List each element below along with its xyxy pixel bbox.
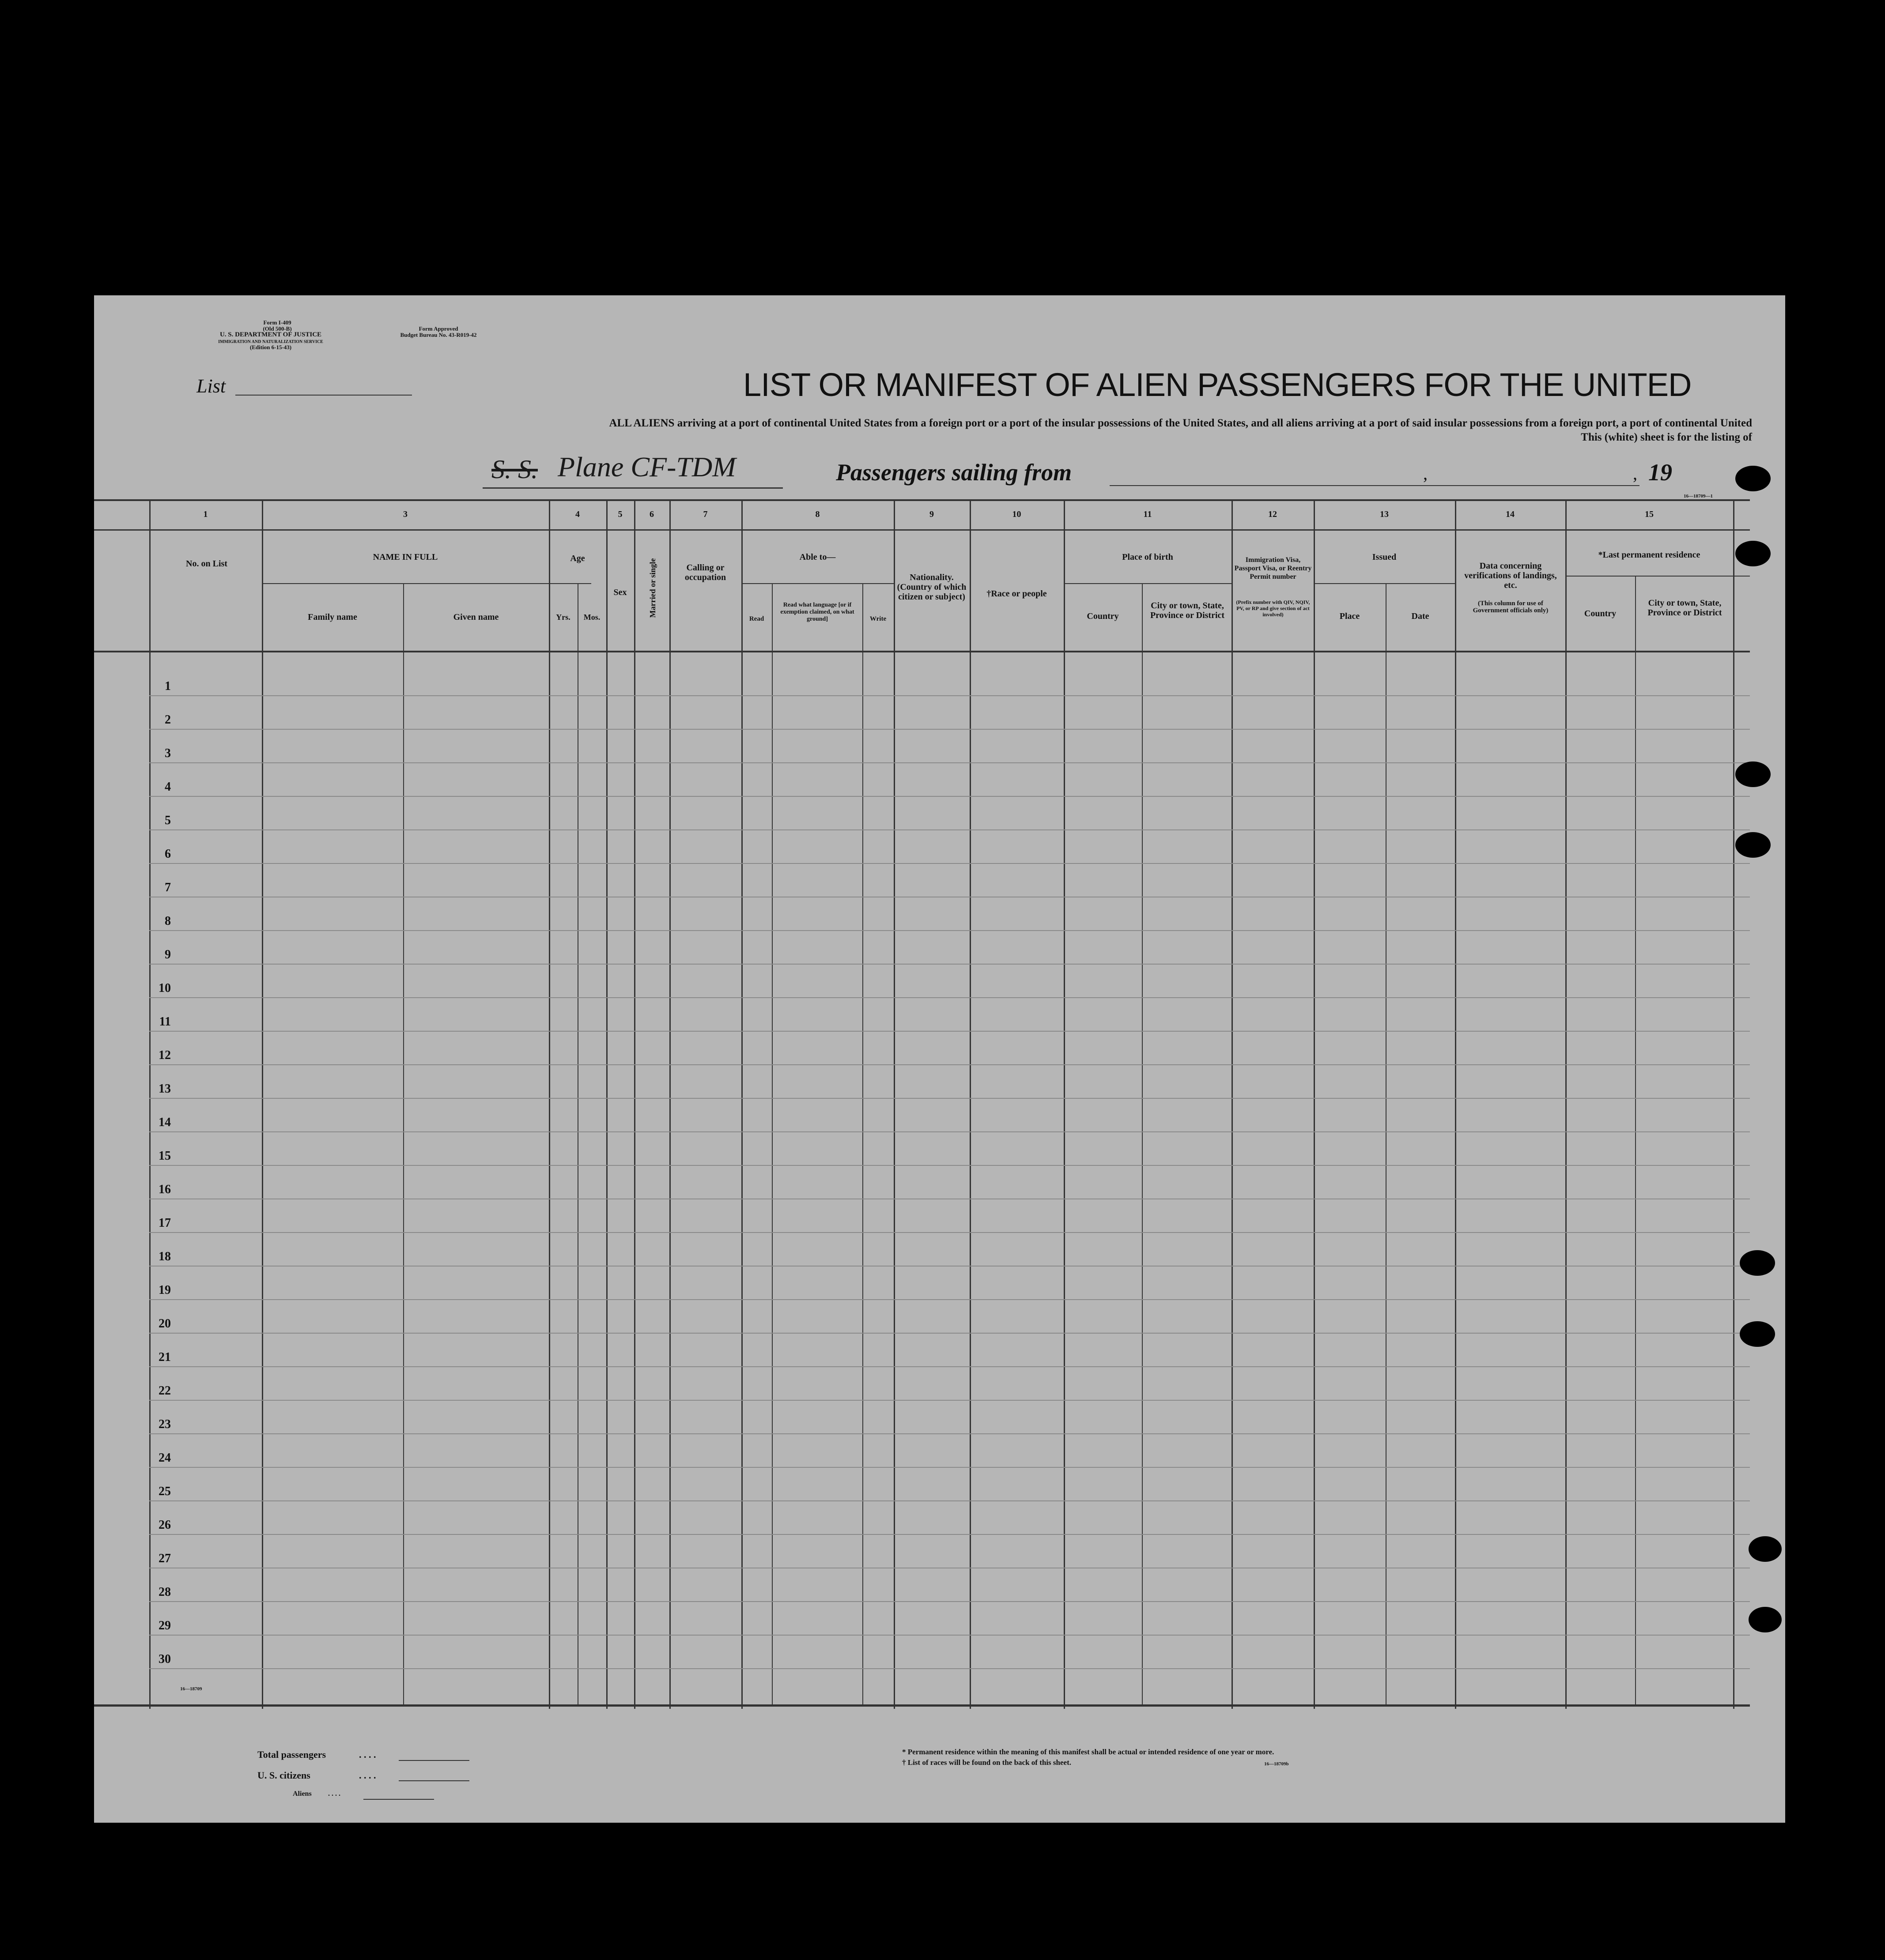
us-citizens-dots: . . . . [359, 1770, 376, 1781]
header-place-of-birth: Place of birth [1122, 552, 1173, 562]
colnum-7: 7 [703, 509, 708, 519]
col-divider [1142, 583, 1143, 1704]
comma-2: , [1633, 464, 1637, 483]
row-number: 24 [159, 1451, 171, 1465]
aliens-line[interactable] [363, 1799, 434, 1800]
header-issued-place: Place [1339, 611, 1360, 621]
row-number: 6 [165, 847, 171, 861]
colnum-15: 15 [1645, 509, 1654, 519]
row-number: 18 [159, 1250, 171, 1263]
row-number: 2 [165, 713, 171, 727]
row-number: 7 [165, 881, 171, 894]
col-divider [1064, 499, 1065, 1709]
table-row[interactable] [149, 1668, 1750, 1669]
aliens-label: Aliens [293, 1790, 312, 1798]
colnum-4: 4 [575, 509, 580, 519]
table-row[interactable] [149, 1098, 1750, 1099]
us-citizens-line[interactable] [399, 1780, 469, 1781]
header-able-to: Able to— [799, 552, 836, 562]
table-row[interactable] [149, 1031, 1750, 1032]
footnote-permanent-residence: * Permanent residence within the meaning of this manifest shall be actual or intended residence of one year or more. [902, 1748, 1274, 1756]
table-row[interactable] [149, 762, 1750, 763]
col-divider [1231, 499, 1233, 1709]
col-divider [634, 499, 635, 1709]
header-last-residence: *Last permanent residence [1598, 550, 1700, 560]
form-approved: Form Approved [419, 325, 458, 332]
colnum-10: 10 [1012, 509, 1021, 519]
punch-hole [1735, 541, 1771, 566]
passengers-sailing-label: Passengers sailing from [836, 459, 1072, 486]
col-divider [1314, 499, 1315, 1709]
col-divider [741, 499, 743, 1709]
department: U. S. DEPARTMENT OF JUSTICE [219, 331, 322, 338]
table-row[interactable] [149, 695, 1750, 696]
table-bottom-border [94, 1704, 1750, 1707]
punch-hole [1735, 761, 1771, 787]
row-number: 11 [159, 1015, 171, 1029]
total-passengers-line[interactable] [399, 1760, 469, 1761]
header-given-name: Given name [453, 612, 499, 622]
header-name-in-full: NAME IN FULL [373, 552, 438, 562]
table-row[interactable] [149, 796, 1750, 797]
table-row[interactable] [149, 1635, 1750, 1636]
row-number: 16 [159, 1183, 171, 1196]
header-data-verifications: Data concerning verifications of landings, etc. [1464, 561, 1557, 590]
punch-hole [1740, 1250, 1775, 1276]
table-row[interactable] [149, 829, 1750, 830]
vessel-prefix: S. S. [491, 455, 538, 484]
edition: (Edition 6-15-43) [249, 344, 292, 351]
header-bottom-border [94, 651, 1750, 652]
table-row[interactable] [149, 930, 1750, 931]
table-row[interactable] [149, 964, 1750, 965]
vessel-underline [483, 487, 783, 489]
header-visa: Immigration Visa, Passport Visa, or Reentry Permit number [1234, 556, 1312, 580]
header-visa-note: (Prefix number with QIV, NQIV, PV, or RP and give section of act involved) [1236, 599, 1310, 618]
table-row[interactable] [149, 1131, 1750, 1132]
us-citizens-label: U. S. citizens [257, 1770, 310, 1781]
table-row[interactable] [149, 863, 1750, 864]
table-row[interactable] [149, 729, 1750, 730]
row-number: 13 [159, 1082, 171, 1096]
table-row[interactable] [149, 1467, 1750, 1468]
punch-hole [1749, 1536, 1782, 1562]
sheet-code: 16—18709—1 [1684, 494, 1713, 499]
col-divider [970, 499, 971, 1709]
footer-code: 16—18709 [180, 1686, 202, 1692]
row-number: 25 [159, 1485, 171, 1498]
header-residence-city: City or town, State, Province or District [1647, 598, 1722, 618]
vessel-name-handwritten: Plane CF-TDM [558, 451, 736, 482]
row-number: 30 [159, 1652, 171, 1666]
table-row[interactable] [149, 1232, 1750, 1233]
colnum-5: 5 [618, 509, 623, 519]
row-number: 3 [165, 746, 171, 760]
footer-code-2: 16—18709b [1264, 1761, 1289, 1767]
header-birth-city: City or town, State, Province or District [1150, 601, 1225, 620]
header-age: Age [570, 554, 585, 563]
service: IMMIGRATION AND NATURALIZATION SERVICE [218, 339, 323, 344]
col-divider [262, 499, 263, 1709]
table-row[interactable] [149, 1500, 1750, 1501]
age-subheader-line [549, 583, 591, 584]
punch-hole [1735, 832, 1771, 858]
colnum-8: 8 [815, 509, 820, 519]
old-form-number: (Old 500-B) [263, 325, 292, 332]
able-subheader-line [741, 583, 894, 584]
header-residence-country: Country [1584, 609, 1617, 618]
birth-subheader-line [1064, 583, 1231, 584]
header-read-what-language: Read what language [or if exemption claimed, on what ground] [780, 602, 854, 622]
issued-subheader-line [1314, 583, 1455, 584]
subtitle-line1: ALL ALIENS arriving at a port of continental United States from a foreign port or a port of the insular possessions of the United States, and all aliens arriving at a port of said insular possessions from a foreign port, a port of continental United [609, 417, 1752, 429]
header-years: Yrs. [556, 613, 570, 622]
comma: , [1423, 464, 1428, 483]
total-passengers-label: Total passengers [257, 1749, 326, 1760]
col-divider [1733, 499, 1734, 1709]
page-title: LIST OR MANIFEST OF ALIEN PASSENGERS FOR THE UNITED [743, 366, 1692, 403]
row-number: 1 [165, 679, 171, 693]
table-row[interactable] [149, 1433, 1750, 1434]
header-race: †Race or people [986, 589, 1047, 599]
col-divider [1455, 499, 1456, 1709]
form-number: Form I-409 [263, 319, 291, 326]
row-number: 20 [159, 1317, 171, 1331]
row-number: 23 [159, 1417, 171, 1431]
table-row[interactable] [149, 1165, 1750, 1166]
header-verifications-note: (This column for use of Government officials only) [1473, 600, 1549, 614]
punch-hole [1740, 1321, 1775, 1347]
header-months: Mos. [583, 613, 601, 622]
row-number: 10 [159, 981, 171, 995]
table-row[interactable] [149, 1366, 1750, 1367]
header-married-or-single: Married or single [648, 558, 657, 618]
header-read: Read [749, 615, 764, 622]
colnum-11: 11 [1143, 509, 1152, 519]
col-divider [1565, 499, 1567, 1709]
table-top-border [94, 499, 1750, 501]
colnum-13: 13 [1380, 509, 1389, 519]
row-number: 21 [159, 1350, 171, 1364]
list-underline [235, 395, 412, 396]
table-row[interactable] [149, 1534, 1750, 1535]
col-divider [606, 499, 608, 1709]
punch-hole [1749, 1607, 1782, 1632]
header-birth-country: Country [1087, 611, 1119, 621]
colnum-bottom-border [94, 529, 1750, 531]
date-underline [1445, 485, 1639, 486]
colnum-12: 12 [1268, 509, 1277, 519]
budget-bureau: Budget Bureau No. 43-R019-42 [400, 332, 477, 338]
row-number: 12 [159, 1048, 171, 1062]
header-family-name: Family name [308, 612, 357, 622]
footnote-races: † List of races will be found on the back of this sheet. [902, 1758, 1071, 1767]
row-number: 5 [165, 814, 171, 827]
row-number: 19 [159, 1283, 171, 1297]
aliens-dots: . . . . [328, 1790, 340, 1798]
year-prefix: 19 [1648, 459, 1672, 486]
colnum-14: 14 [1506, 509, 1515, 519]
header-sex: Sex [613, 588, 627, 597]
col-divider [862, 583, 863, 1704]
row-number: 22 [159, 1384, 171, 1398]
row-number: 4 [165, 780, 171, 794]
list-label: List [196, 375, 226, 397]
colnum-1: 1 [203, 509, 208, 519]
row-number: 15 [159, 1149, 171, 1163]
colnum-3: 3 [403, 509, 408, 519]
row-number: 8 [165, 914, 171, 928]
col-divider [403, 583, 404, 1704]
table-row[interactable] [149, 1299, 1750, 1300]
row-number: 9 [165, 948, 171, 961]
row-number: 27 [159, 1552, 171, 1565]
header-nationality: Nationality. (Country of which citizen or subject) [897, 573, 967, 602]
col-divider [669, 499, 671, 1709]
row-number: 29 [159, 1619, 171, 1632]
col-divider [772, 583, 773, 1704]
colnum-9: 9 [929, 509, 934, 519]
table-row[interactable] [149, 1601, 1750, 1602]
header-no-on-list: No. on List [186, 559, 227, 569]
name-subheader-line [262, 583, 549, 584]
table-row[interactable] [149, 1400, 1750, 1401]
header-issued-date: Date [1411, 611, 1429, 621]
total-passengers-dots: . . . . [359, 1749, 376, 1760]
header-issued: Issued [1372, 552, 1397, 562]
row-number: 28 [159, 1585, 171, 1599]
row-number: 17 [159, 1216, 171, 1230]
col-divider [1635, 576, 1636, 1704]
manifest-sheet [94, 295, 1785, 1823]
subtitle-line2: This (white) sheet is for the listing of [1581, 431, 1752, 443]
punch-hole [1735, 466, 1771, 491]
table-row[interactable] [149, 997, 1750, 998]
row-number: 14 [159, 1116, 171, 1129]
row-number: 26 [159, 1518, 171, 1532]
table-row[interactable] [149, 1333, 1750, 1334]
table-row[interactable] [149, 1064, 1750, 1065]
colnum-6: 6 [650, 509, 654, 519]
col-divider [894, 499, 895, 1709]
header-write: Write [869, 615, 887, 622]
residence-subheader-line [1565, 576, 1750, 577]
header-calling-occupation: Calling or occupation [684, 563, 726, 582]
col-divider [549, 499, 550, 1709]
